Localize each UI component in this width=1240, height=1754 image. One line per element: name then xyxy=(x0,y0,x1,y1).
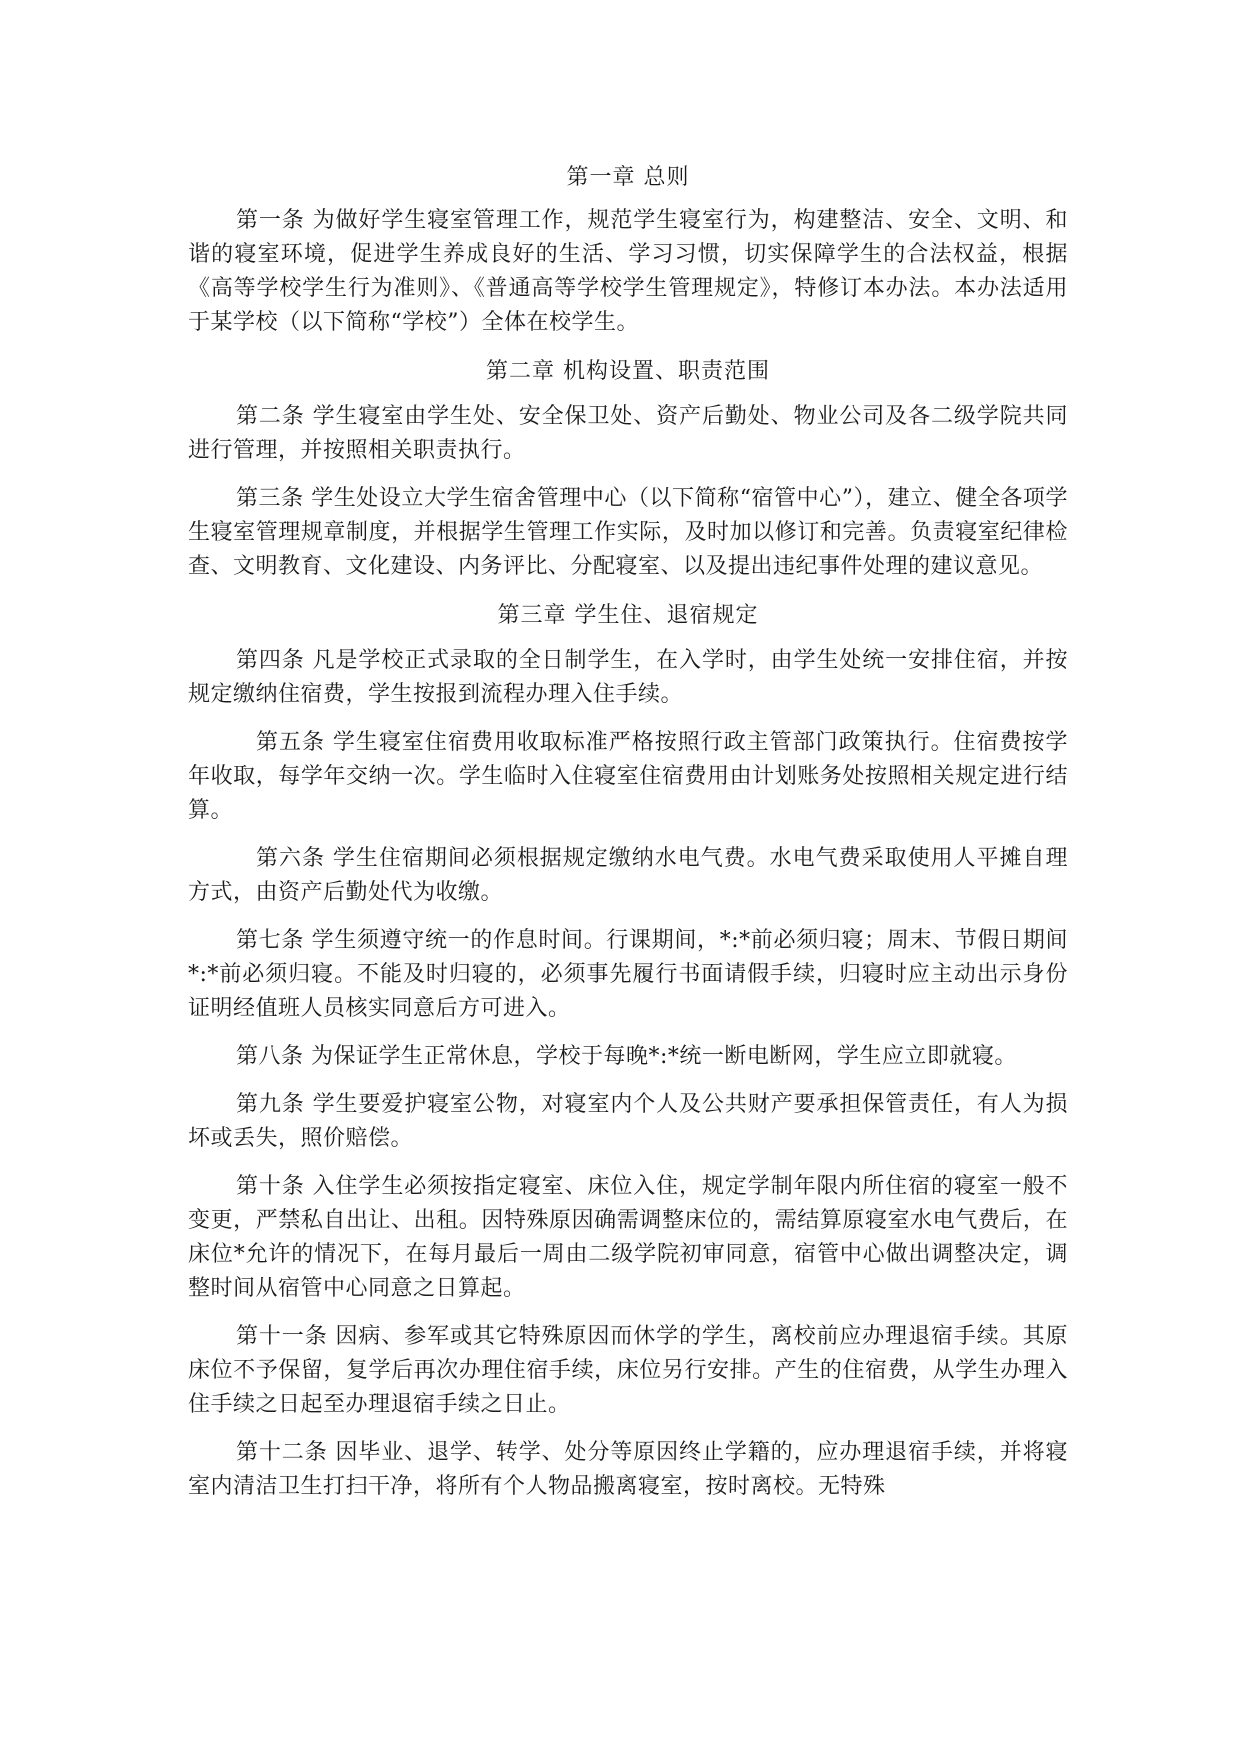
article-1: 第一条 为做好学生寝室管理工作，规范学生寝室行为，构建整洁、安全、文明、和谐的寝室环境，促进学生养成良好的生活、学习习惯，切实保障学生的合法权益，根据《高等学校学生行为准则》、《普通高等学校学生管理规定》，特修订本办法。本办法适用于某学校（以下简称“学校”）全体在校学生。 xyxy=(188,208,1068,335)
chapter-2-title: 第二章 机构设置、职责范围 xyxy=(486,359,770,384)
article-12: 第十二条 因毕业、退学、转学、处分等原因终止学籍的，应办理退宿手续，并将寝室内清洁卫生打扫干净，将所有个人物品搬离寝室，按时离校。无特殊 xyxy=(188,1440,1068,1499)
chapter-1-title: 第一章 总则 xyxy=(566,165,690,190)
article-9: 第九条 学生要爱护寝室公物，对寝室内个人及公共财产要承担保管责任，有人为损坏或丢失，照价赔偿。 xyxy=(188,1092,1068,1151)
article-5: 第五条 学生寝室住宿费用收取标准严格按照行政主管部门政策执行。住宿费按学年收取，每学年交纳一次。学生临时入住寝室住宿费用由计划账务处按照相关规定进行结算。 xyxy=(188,730,1068,823)
article-2: 第二条 学生寝室由学生处、安全保卫处、资产后勤处、物业公司及各二级学院共同进行管理，并按照相关职责执行。 xyxy=(188,404,1068,463)
article-7: 第七条 学生须遵守统一的作息时间。行课期间，*:*前必须归寝；周末、节假日期间*:*前必须归寝。不能及时归寝的，必须事先履行书面请假手续，归寝时应主动出示身份证明经值班人员核实同意后方可进入。 xyxy=(188,928,1068,1021)
article-4: 第四条 凡是学校正式录取的全日制学生，在入学时，由学生处统一安排住宿，并按规定缴纳住宿费，学生按报到流程办理入住手续。 xyxy=(188,648,1068,707)
document-body xyxy=(188,160,1068,1518)
article-8: 第八条 为保证学生正常休息，学校于每晚*:*统一断电断网，学生应立即就寝。 xyxy=(236,1044,1017,1069)
chapter-3-title: 第三章 学生住、退宿规定 xyxy=(497,603,759,628)
article-10: 第十条 入住学生必须按指定寝室、床位入住，规定学制年限内所住宿的寝室一般不变更，严禁私自出让、出租。因特殊原因确需调整床位的，需结算原寝室水电气费后，在床位*允许的情况下，在每月最后一周由二级学院初审同意，宿管中心做出调整决定，调整时间从宿管中心同意之日算起。 xyxy=(188,1174,1068,1301)
article-11: 第十一条 因病、参军或其它特殊原因而休学的学生，离校前应办理退宿手续。其原床位不予保留，复学后再次办理住宿手续，床位另行安排。产生的住宿费，从学生办理入住手续之日起至办理退宿手续之日止。 xyxy=(188,1324,1068,1417)
article-3: 第三条 学生处设立大学生宿舍管理中心（以下简称“宿管中心”），建立、健全各项学生寝室管理规章制度，并根据学生管理工作实际，及时加以修订和完善。负责寝室纪律检查、文明教育、文化建设、内务评比、分配寝室、以及提出违纪事件处理的建议意见。 xyxy=(188,486,1068,579)
article-6: 第六条 学生住宿期间必须根据规定缴纳水电气费。水电气费采取使用人平摊自理方式，由资产后勤处代为收缴。 xyxy=(188,846,1068,905)
